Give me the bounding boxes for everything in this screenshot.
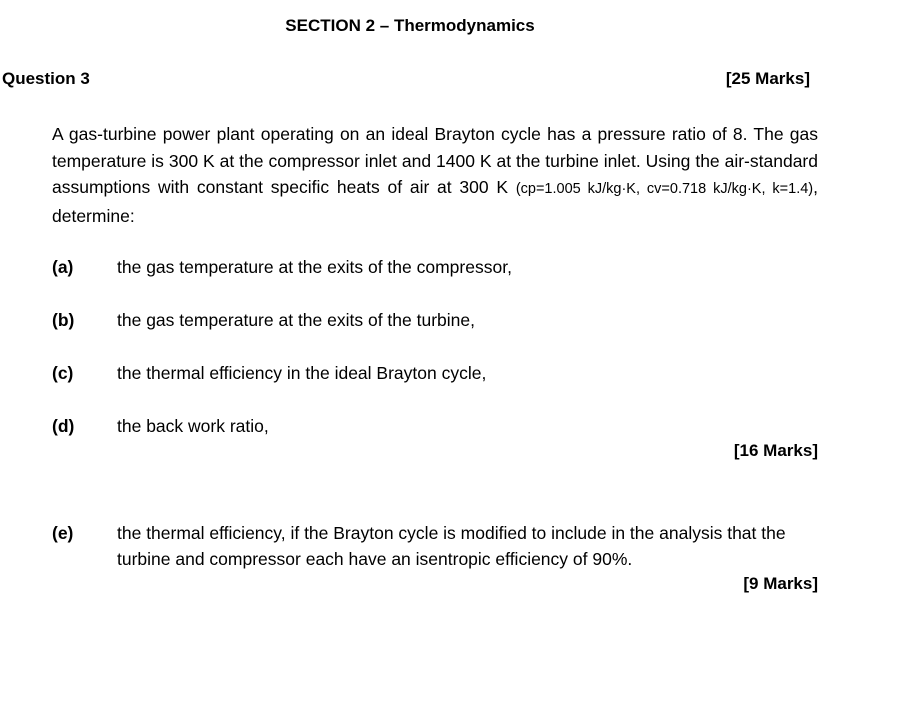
part-text: the thermal efficiency, if the Brayton cycle is modified to include in the analysis that the turbine and compressor each have an isentropic efficiency of 90%. [117,523,786,569]
part-text: the back work ratio, [117,416,269,436]
part-text: the gas temperature at the exits of the turbine, [117,310,475,330]
section-title: SECTION 2 – Thermodynamics [285,16,535,35]
part-b [52,307,818,333]
question-label: Question 3 [2,69,90,88]
part-a [52,254,818,280]
question-intro [52,121,818,229]
part-letter: (e) [52,523,74,543]
marks-part-e: [9 Marks] [743,574,818,593]
part-letter: (c) [52,363,74,383]
intro-main-text: A gas-turbine power plant operating on an ideal Brayton cycle has a pressure ratio of 8. The gas temperature is 300 K at the compressor inlet and 1400 K at the turbine inlet. Using the air-standard assumptions with constant specific heats of air at 300 K [52,124,818,197]
intro-constants: (cp=1.005 kJ/kg·K, cv=0.718 kJ/kg·K, k=1.4) [515,181,814,197]
part-d [52,413,818,439]
question-total-marks: [25 Marks] [725,69,810,88]
part-letter: (d) [52,416,75,436]
part-e [52,520,818,572]
part-c [52,360,818,386]
part-text: the gas temperature at the exits of the compressor, [117,257,512,277]
part-text: the thermal efficiency in the ideal Brayton cycle, [117,363,487,383]
marks-parts-a-to-d: [16 Marks] [733,441,818,460]
intro-ending: , determine: [52,177,818,226]
part-letter: (a) [52,257,74,277]
part-letter: (b) [52,310,75,330]
